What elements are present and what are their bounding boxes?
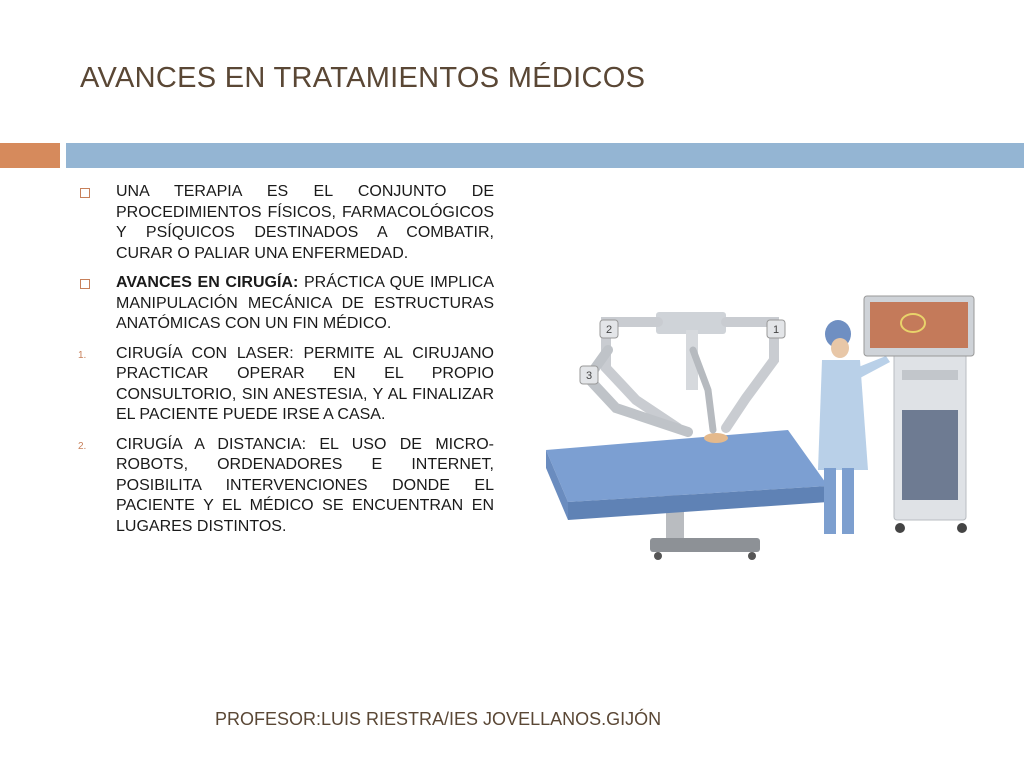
- surgeon-leg: [842, 468, 854, 534]
- surgical-robot-illustration: [538, 290, 978, 575]
- arm-label: 1: [772, 324, 780, 336]
- bullet-text: UNA TERAPIA ES EL CONJUNTO DE PROCEDIMIENTOS FÍSICOS, FARMACOLÓGICOS Y PSÍQUICOS DESTINADOS A COMBATIR, CURAR O PALIAR UNA ENFERMEDAD.: [116, 183, 494, 262]
- item-number: 2.: [78, 440, 87, 452]
- bullet-heading: AVANCES EN CIRUGÍA:: [116, 274, 299, 291]
- incision-site: [704, 433, 728, 443]
- robot-wheel: [654, 552, 662, 560]
- console-unit: [902, 410, 958, 500]
- numbered-item: [78, 435, 494, 538]
- square-bullet-icon: [80, 279, 90, 289]
- bullet-body: PRÁCTICA QUE IMPLICA MANIPULACIÓN MECÁNICA DE ESTRUCTURAS ANATÓMICAS CON UN FIN MÉDICO.: [116, 274, 494, 332]
- arm-label: 3: [585, 370, 593, 382]
- item-number: 1.: [78, 349, 87, 361]
- list-item: [78, 182, 494, 264]
- square-bullet-icon: [80, 188, 90, 198]
- slide-title: AVANCES EN TRATAMIENTOS MÉDICOS: [80, 62, 646, 94]
- cart-wheel: [957, 523, 967, 533]
- robot-wheel: [748, 552, 756, 560]
- monitor-screen: [870, 302, 968, 348]
- robot-arm-1: [726, 322, 774, 428]
- console-shelf: [902, 370, 958, 380]
- surgeon-face: [831, 338, 849, 358]
- content-list: [78, 182, 494, 546]
- header-bar: [66, 143, 1024, 168]
- footer-author: PROFESOR:LUIS RIESTRA/IES JOVELLANOS.GIJÓN: [215, 709, 662, 729]
- surgeon-arm: [856, 356, 890, 378]
- arm-label: 2: [605, 324, 613, 336]
- surgeon-leg: [824, 468, 836, 534]
- numbered-text: CIRUGÍA A DISTANCIA: EL USO DE MICRO-ROBOTS, ORDENADORES E INTERNET, POSIBILITA INTERVENCIONES DONDE EL PACIENTE Y EL MÉDICO SE ENCUENTRAN EN LUGARES DISTINTOS.: [116, 435, 494, 535]
- list-item: [78, 273, 494, 335]
- surgical-robot-image: [538, 290, 978, 575]
- numbered-text: CIRUGÍA CON LASER: PERMITE AL CIRUJANO PRACTICAR OPERAR EN EL PROPIO CONSULTORIO, SIN ANESTESIA, Y AL FINALIZAR EL PACIENTE PUEDE IRSE A CASA.: [116, 344, 494, 423]
- cart-wheel: [895, 523, 905, 533]
- bullet-text: [116, 273, 494, 335]
- accent-bar: [0, 143, 60, 168]
- robot-base: [650, 538, 760, 552]
- numbered-item: [78, 344, 494, 426]
